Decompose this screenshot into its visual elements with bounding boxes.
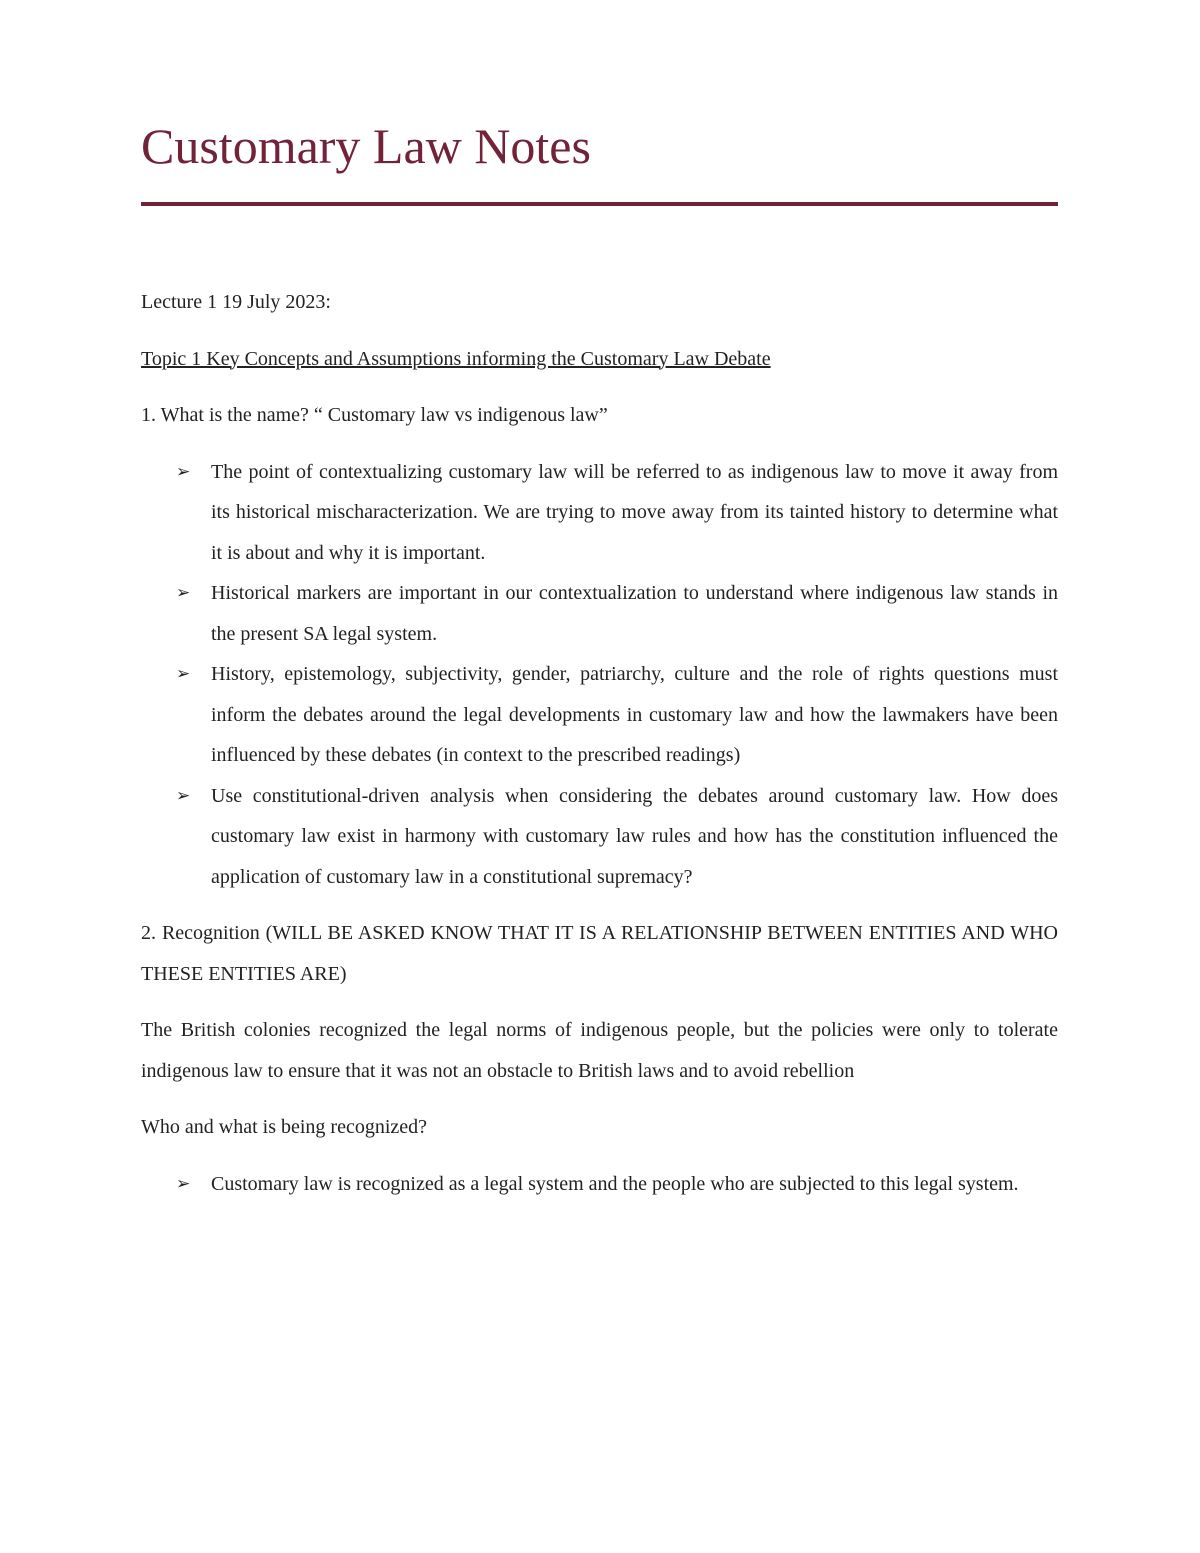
arrow-bullet-icon: ➢ (176, 785, 191, 806)
list-item-text: Historical markers are important in our contextualization to understand where indigenous law stands in the present SA legal system. (211, 582, 1058, 645)
bullet-list-2 (141, 1164, 1058, 1205)
arrow-bullet-icon: ➢ (176, 461, 191, 482)
list-item-text: The point of contextualizing customary law will be referred to as indigenous law to move it away from its historical mischaracterization. We are trying to move away from its tainted history to determine what it is about and why it is important. (211, 460, 1058, 564)
list-item-text: History, epistemology, subjectivity, gender, patriarchy, culture and the role of rights questions must inform the debates around the legal developments in customary law and how the lawmakers have been influenced by these debates (in context to the prescribed readings) (211, 663, 1058, 766)
topic-heading: Topic 1 Key Concepts and Assumptions informing the Customary Law Debate (141, 347, 771, 370)
title-divider (141, 202, 1058, 206)
question-2: 2. Recognition (WILL BE ASKED KNOW THAT IT IS A RELATIONSHIP BETWEEN ENTITIES AND WHO THESE ENTITIES ARE) (141, 922, 1058, 985)
lecture-heading: Lecture 1 19 July 2023: (141, 291, 331, 313)
list-item (141, 452, 1058, 574)
list-item-text: Customary law is recognized as a legal system and the people who are subjected to this legal system. (211, 1172, 1019, 1195)
arrow-bullet-icon: ➢ (176, 583, 191, 603)
page-title: Customary Law Notes (141, 118, 591, 174)
list-item (141, 1164, 1058, 1205)
list-item-text: Use constitutional-driven analysis when considering the debates around customary law. How does customary law exist in harmony with customary law rules and how has the constitution influenced the application of customary law in a constitutional supremacy? (211, 784, 1058, 888)
arrow-bullet-icon: ➢ (176, 1173, 191, 1194)
question-1: 1. What is the name? “ Customary law vs indigenous law” (141, 404, 608, 426)
bullet-list-1 (141, 452, 1058, 898)
list-item (141, 654, 1058, 776)
list-item (141, 573, 1058, 654)
question-who: Who and what is being recognized? (141, 1116, 428, 1138)
list-item (141, 776, 1058, 898)
paragraph-british-colonies: The British colonies recognized the legal norms of indigenous people, but the policies were only to tolerate indigenous law to ensure that it was not an obstacle to British laws and to avoid rebellion (141, 1019, 1058, 1082)
document-body (141, 282, 1058, 1220)
arrow-bullet-icon: ➢ (176, 664, 191, 684)
